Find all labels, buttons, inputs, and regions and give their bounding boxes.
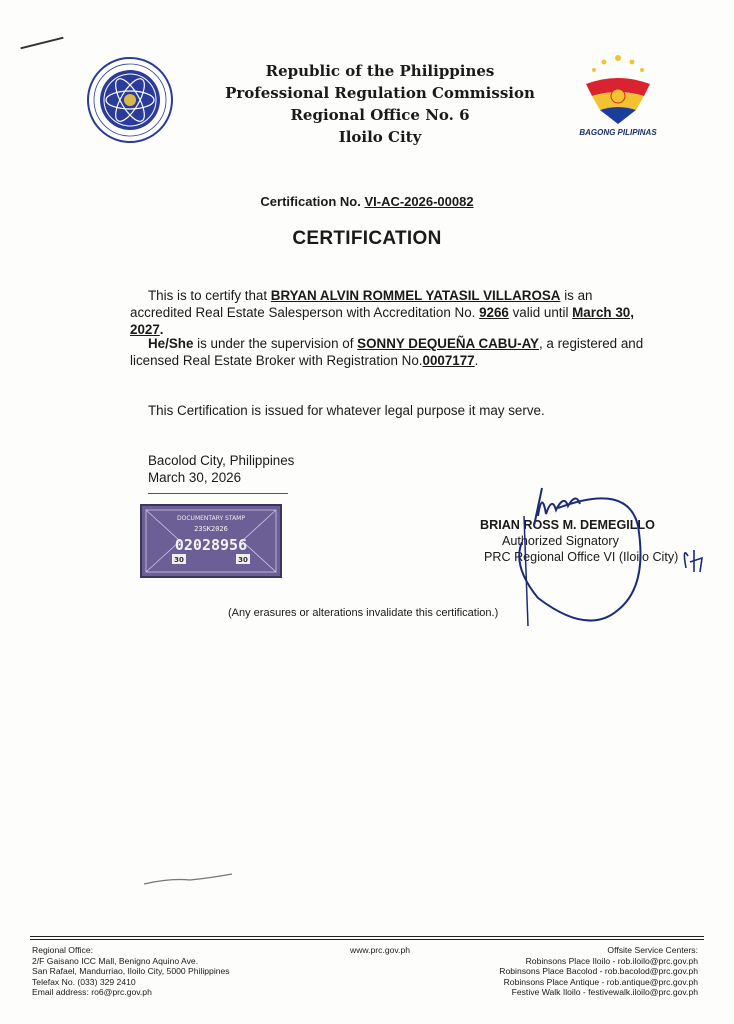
letterhead <box>180 60 580 148</box>
stamp-label: DOCUMENTARY STAMP <box>177 515 245 522</box>
stamp-value-left: 30 <box>174 556 184 564</box>
header-city: Iloilo City <box>338 128 422 146</box>
stamp-divider <box>148 493 288 494</box>
issue-date: March 30, 2026 <box>148 470 242 485</box>
prc-seal-icon <box>86 56 174 144</box>
p2-prefix: is under the supervision of <box>193 336 358 351</box>
pen-scribble <box>140 870 240 890</box>
signatory-office: PRC Regional Office VI (Iloilo City) <box>484 550 679 564</box>
paragraph-purpose: This Certification is issued for whatever legal purpose it may serve. <box>148 403 545 418</box>
footer-right-line: Robinsons Place Antique - rob.antique@prc.gov.ph <box>503 976 698 987</box>
signatory-name: BRIAN ROSS M. DEMEGILLO <box>480 518 655 532</box>
footer-rule-double <box>30 939 704 940</box>
p1-valid-text: valid until <box>508 305 573 320</box>
documentary-stamp <box>140 504 282 578</box>
registration-number: 0007177 <box>422 353 475 368</box>
footer-left-line: Email address: ro6@prc.gov.ph <box>32 987 152 997</box>
footer-right-line: Robinsons Place Bacolod - rob.bacolod@prc.gov.ph <box>499 966 698 976</box>
p1-middle: is an accredited Real Estate Salesperson with Accreditation No. <box>130 288 593 320</box>
p2-end: . <box>474 353 479 368</box>
certification-number-label: Certification No. <box>260 194 361 209</box>
p1-prefix: This is to certify that <box>148 288 271 303</box>
certification-number-value: VI-AC-2026-00082 <box>364 194 474 209</box>
accreditation-number: 9266 <box>479 305 509 320</box>
issue-city: Bacolod City, Philippines <box>148 453 295 468</box>
broker-name: SONNY DEQUEÑA CABU-AY <box>357 336 539 351</box>
footer-website: www.prc.gov.ph <box>349 945 411 955</box>
pronoun: He/She <box>148 336 194 351</box>
paragraph-supervision <box>130 335 654 369</box>
footer-offsite-centers <box>440 945 698 998</box>
document-title: CERTIFICATION <box>292 228 442 249</box>
signatory-role: Authorized Signatory <box>502 534 619 548</box>
footer-left-line: Telefax No. (033) 329 2410 <box>32 976 136 987</box>
footer-rule <box>30 936 704 937</box>
salesperson-name: BRYAN ALVIN ROMMEL YATASIL VILLAROSA <box>270 288 561 303</box>
footer-left-line: Regional Office: <box>32 945 93 955</box>
footer-right-line: Robinsons Place Iloilo - rob.iloilo@prc.gov.ph <box>525 955 698 966</box>
header-commission: Professional Regulation Commission <box>225 84 535 102</box>
footer-left-line: 2/F Gaisano ICC Mall, Benigno Aquino Ave. <box>32 955 199 966</box>
issue-location-date <box>148 452 672 486</box>
valid-until-date: March 30, 2027 <box>130 305 634 337</box>
certification-number <box>0 194 734 209</box>
pen-mark <box>20 37 63 50</box>
bagong-pilipinas-icon <box>578 50 658 126</box>
footer-regional-office <box>32 945 312 998</box>
stamp-code: 23SK2026 <box>194 525 228 533</box>
footer-right-line: Festive Walk Iloilo - festivewalk.iloilo@prc.gov.ph <box>511 987 698 997</box>
bagong-pilipinas-logo <box>568 50 668 150</box>
handwritten-signature <box>498 486 724 648</box>
stamp-serial: 02028956 <box>174 536 248 554</box>
header-regional-office: Regional Office No. 6 <box>290 106 470 124</box>
paragraph-accreditation <box>130 287 654 338</box>
header-republic: Republic of the Philippines <box>265 62 495 80</box>
erasure-note: (Any erasures or alterations invalidate this certification.) <box>228 607 499 619</box>
footer-right-line: Offsite Service Centers: <box>607 945 698 955</box>
stamp-value-right: 30 <box>238 556 248 564</box>
p2-middle: , a registered and licensed Real Estate Broker with Registration No. <box>130 336 644 368</box>
footer-left-line: San Rafael, Mandurriao, Iloilo City, 5000 Philippines <box>32 966 230 976</box>
bagong-pilipinas-label: BAGONG PILIPINAS <box>579 128 657 137</box>
p1-end: . <box>159 322 164 337</box>
